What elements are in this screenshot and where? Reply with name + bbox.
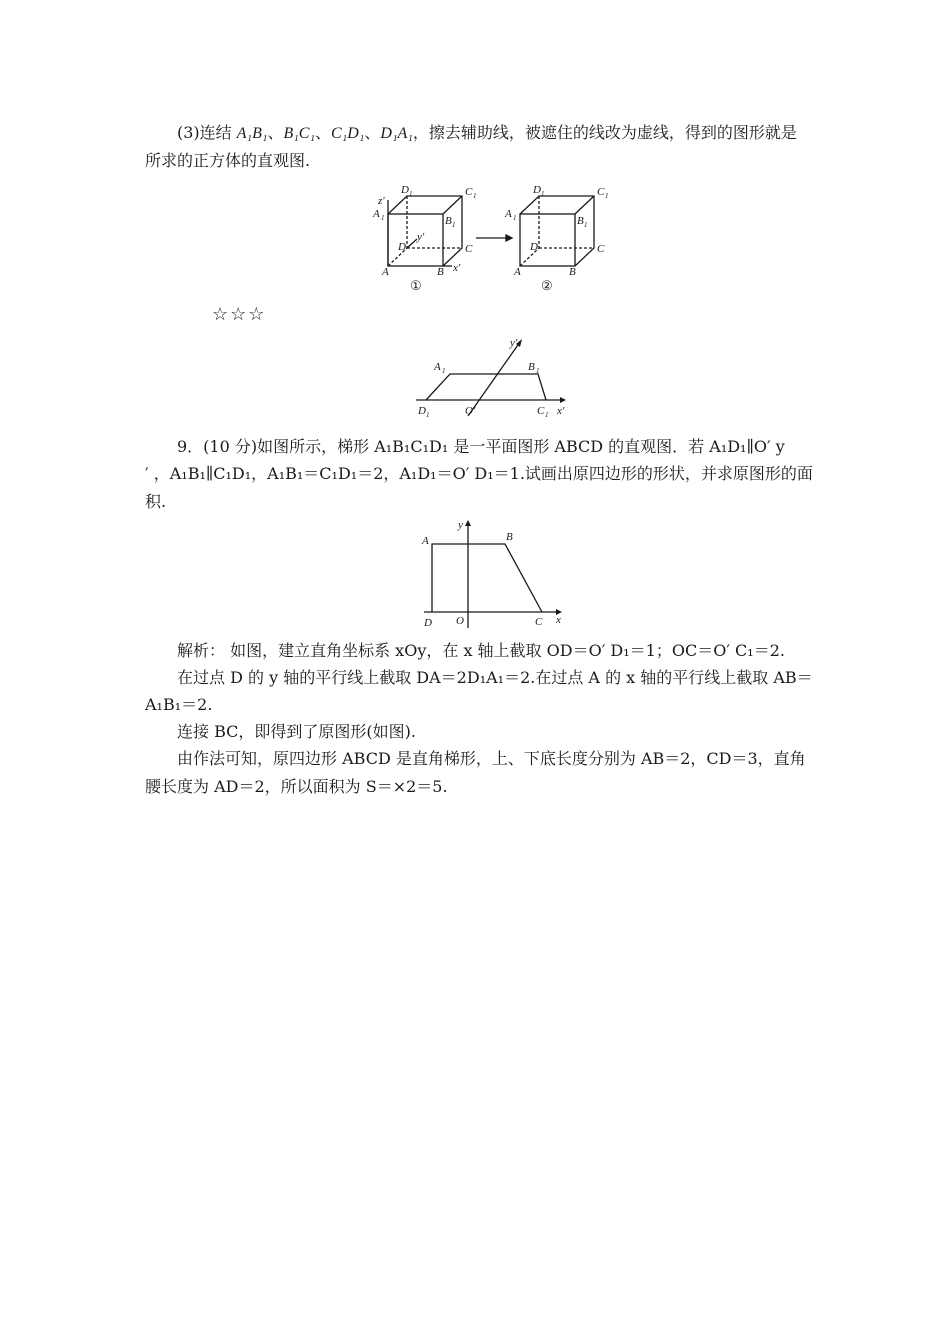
svg-text:B: B: [445, 215, 452, 227]
svg-text:C: C: [465, 243, 473, 255]
svg-text:1: 1: [452, 221, 456, 229]
solution-line1: 解析： 如图，建立直角坐标系 xOy，在 x 轴上截取 OD＝O′ D₁＝1；OC＝O′ C₁＝2.: [177, 641, 785, 660]
svg-text:C: C: [537, 405, 545, 417]
svg-text:B: B: [528, 361, 535, 373]
trapezoid-figure: [410, 334, 580, 418]
svg-text:1: 1: [473, 192, 477, 200]
segment-c1d1: C₁D₁: [331, 125, 365, 142]
difficulty-stars: ☆☆☆: [212, 304, 267, 325]
svg-text:1: 1: [541, 190, 545, 198]
svg-text:A: A: [373, 208, 380, 220]
trapezoid-a1b1c1d1: [426, 374, 546, 400]
step3-line1: (3)连结 A₁B₁、B₁C₁、C₁D₁、D₁A₁，擦去辅助线，被遮住的线改为虚线，得到的图形就是: [177, 123, 797, 142]
step3-line2: 所求的正方体的直观图.: [145, 151, 311, 170]
segment-d1a1: D₁A₁: [380, 125, 413, 142]
svg-text:C: C: [597, 243, 605, 255]
y-axis: [407, 239, 417, 248]
problem9-line2: ′ ，A₁B₁∥C₁D₁，A₁B₁＝C₁D₁＝2，A₁D₁＝O′ D₁＝1.试画出原四边形的形状，并求原图形的面: [145, 464, 813, 483]
solution-line3: A₁B₁＝2.: [145, 695, 213, 714]
solution-line6: 腰长度为 AD＝2，所以面积为 S＝×2＝5.: [145, 777, 448, 796]
svg-text:1: 1: [381, 214, 385, 222]
svg-text:x′: x′: [453, 262, 461, 274]
svg-text:1: 1: [442, 367, 446, 375]
step3-prefix: (3)连结: [177, 123, 232, 142]
svg-text:1: 1: [545, 411, 549, 418]
solution-line4: 连接 BC，即得到了原图形(如图).: [177, 722, 416, 741]
svg-text:D: D: [424, 617, 432, 629]
svg-text:A: A: [434, 361, 441, 373]
svg-text:B: B: [569, 266, 576, 278]
problem9-line3: 积.: [145, 492, 167, 511]
segment-a1b1: A₁B₁: [236, 125, 268, 142]
svg-text:z′: z′: [378, 195, 385, 207]
svg-text:D: D: [533, 184, 541, 196]
svg-text:y: y: [458, 519, 463, 531]
trapezoid-abcd: [432, 544, 542, 612]
problem9-line1: 9．(10 分)如图所示，梯形 A₁B₁C₁D₁ 是一平面图形 ABCD 的直观图．若 A₁D₁∥O′ y: [177, 437, 785, 456]
svg-text:C: C: [535, 616, 543, 628]
svg-text:A: A: [514, 266, 521, 278]
segment-b1c1: B₁C₁: [283, 125, 316, 142]
svg-text:1: 1: [426, 411, 430, 418]
svg-text:B: B: [506, 531, 513, 543]
y-prime-axis: [468, 342, 520, 416]
svg-text:1: 1: [513, 214, 517, 222]
svg-text:1: 1: [536, 367, 540, 375]
svg-text:x: x: [556, 614, 561, 626]
svg-text:O′: O′: [465, 405, 476, 417]
svg-text:1: 1: [409, 190, 413, 198]
svg-text:y′: y′: [510, 337, 518, 349]
svg-text:y′: y′: [417, 231, 425, 243]
fig2-label: ②: [541, 278, 553, 293]
step3-text-after: ，擦去辅助线，被遮住的线改为虚线，得到的图形就是: [412, 123, 797, 142]
svg-text:C: C: [597, 186, 605, 198]
svg-text:D: D: [530, 241, 538, 253]
svg-text:O: O: [456, 615, 464, 627]
svg-text:x′: x′: [557, 405, 565, 417]
solution-line2: 在过点 D 的 y 轴的平行线上截取 DA＝2D₁A₁＝2.在过点 A 的 x 轴的平行线上截取 AB＝: [177, 668, 813, 687]
svg-text:A: A: [382, 266, 389, 278]
svg-text:D: D: [418, 405, 426, 417]
svg-text:1: 1: [605, 192, 609, 200]
solution-line5: 由作法可知，原四边形 ABCD 是直角梯形，上、下底长度分别为 AB＝2，CD＝3，直角: [177, 749, 806, 768]
svg-text:D: D: [401, 184, 409, 196]
original-figure: [418, 518, 568, 630]
svg-text:A: A: [505, 208, 512, 220]
svg-text:D: D: [398, 241, 406, 253]
svg-text:A: A: [422, 535, 429, 547]
svg-text:C: C: [465, 186, 473, 198]
svg-text:B: B: [437, 266, 444, 278]
cube-figures: [370, 182, 620, 294]
svg-text:1: 1: [584, 221, 588, 229]
svg-text:B: B: [577, 215, 584, 227]
fig1-label: ①: [410, 278, 422, 293]
